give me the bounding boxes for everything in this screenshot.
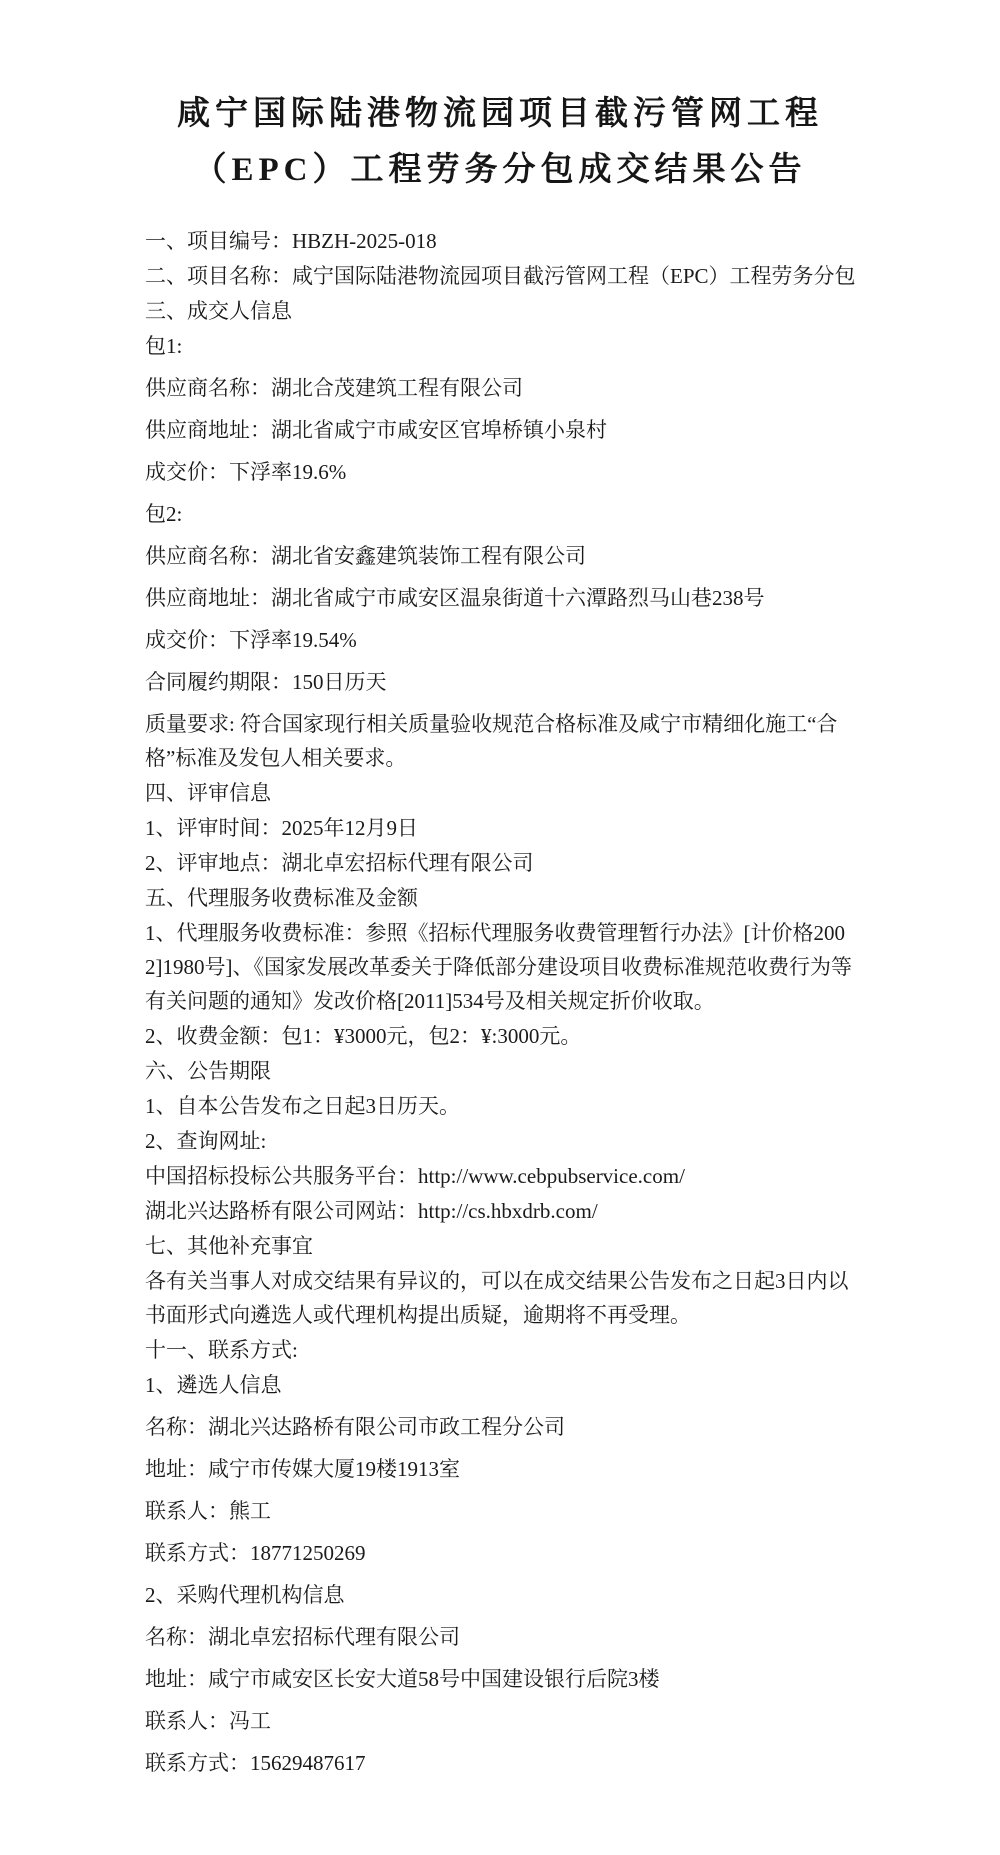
paragraph: 成交价：下浮率19.54% — [145, 628, 357, 652]
paragraph: 2、评审地点：湖北卓宏招标代理有限公司 — [145, 851, 534, 875]
paragraph: 中国招标投标公共服务平台：http://www.cebpubservice.com/ — [145, 1164, 685, 1188]
paragraph: 各有关当事人对成交结果有异议的，可以在成交结果公告发布之日起3日内以书面形式向遴选人或代理机构提出质疑，逾期将不再受理。 — [145, 1269, 849, 1327]
paragraph: 质量要求: 符合国家现行相关质量验收规范合格标准及咸宁市精细化施工“合格”标准及发包人相关要求。 — [145, 712, 838, 770]
document-body — [0, 198, 1000, 1780]
paragraph: 1、遴选人信息 — [145, 1373, 282, 1397]
paragraph: 2、收费金额：包1：¥3000元，包2：¥:3000元。 — [145, 1024, 582, 1048]
paragraph: 名称：湖北兴达路桥有限公司市政工程分公司 — [145, 1415, 565, 1439]
paragraph: 六、公告期限 — [145, 1059, 271, 1083]
paragraph: 二、项目名称：咸宁国际陆港物流园项目截污管网工程（EPC）工程劳务分包 — [145, 264, 856, 288]
document-title-line-2: （EPC）工程劳务分包成交结果公告 — [193, 152, 807, 188]
paragraph: 联系人：冯工 — [145, 1709, 271, 1733]
paragraph: 合同履约期限：150日历天 — [145, 670, 387, 694]
paragraph: 2、采购代理机构信息 — [145, 1583, 345, 1607]
paragraph: 五、代理服务收费标准及金额 — [145, 886, 418, 910]
paragraph: 地址：咸宁市咸安区长安大道58号中国建设银行后院3楼 — [145, 1667, 660, 1691]
paragraph: 湖北兴达路桥有限公司网站：http://cs.hbxdrb.com/ — [145, 1199, 598, 1223]
paragraph: 2、查询网址: — [145, 1129, 267, 1153]
paragraph: 十一、联系方式: — [145, 1338, 298, 1362]
paragraph: 供应商名称：湖北合茂建筑工程有限公司 — [145, 376, 523, 400]
paragraph: 三、成交人信息 — [145, 299, 292, 323]
paragraph: 1、评审时间：2025年12月9日 — [145, 816, 418, 840]
paragraph: 名称：湖北卓宏招标代理有限公司 — [145, 1625, 460, 1649]
paragraph: 四、评审信息 — [145, 781, 271, 805]
document-title — [0, 0, 1000, 198]
paragraph: 地址：咸宁市传媒大厦19楼1913室 — [145, 1457, 460, 1481]
paragraph: 成交价：下浮率19.6% — [145, 460, 347, 484]
paragraph: 联系方式：15629487617 — [145, 1751, 366, 1775]
paragraph: 七、其他补充事宜 — [145, 1234, 313, 1258]
paragraph: 1、自本公告发布之日起3日历天。 — [145, 1094, 460, 1118]
document-title-line-1: 咸宁国际陆港物流园项目截污管网工程 — [177, 96, 823, 132]
paragraph: 联系人：熊工 — [145, 1499, 271, 1523]
paragraph: 1、代理服务收费标准：参照《招标代理服务收费管理暂行办法》[计价格2002]1980号]、《国家发展改革委关于降低部分建设项目收费标准规范收费行为等有关问题的通知》发改价格[2011]534号及相关规定折价收取。 — [145, 921, 852, 1013]
paragraph: 供应商名称：湖北省安鑫建筑装饰工程有限公司 — [145, 544, 586, 568]
paragraph: 供应商地址：湖北省咸宁市咸安区官埠桥镇小泉村 — [145, 418, 607, 442]
paragraph: 一、项目编号：HBZH-2025-018 — [145, 229, 437, 253]
paragraph: 包1: — [145, 334, 183, 358]
paragraph: 供应商地址：湖北省咸宁市咸安区温泉街道十六潭路烈马山巷238号 — [145, 586, 765, 610]
paragraph: 联系方式：18771250269 — [145, 1541, 366, 1565]
paragraph: 包2: — [145, 502, 183, 526]
